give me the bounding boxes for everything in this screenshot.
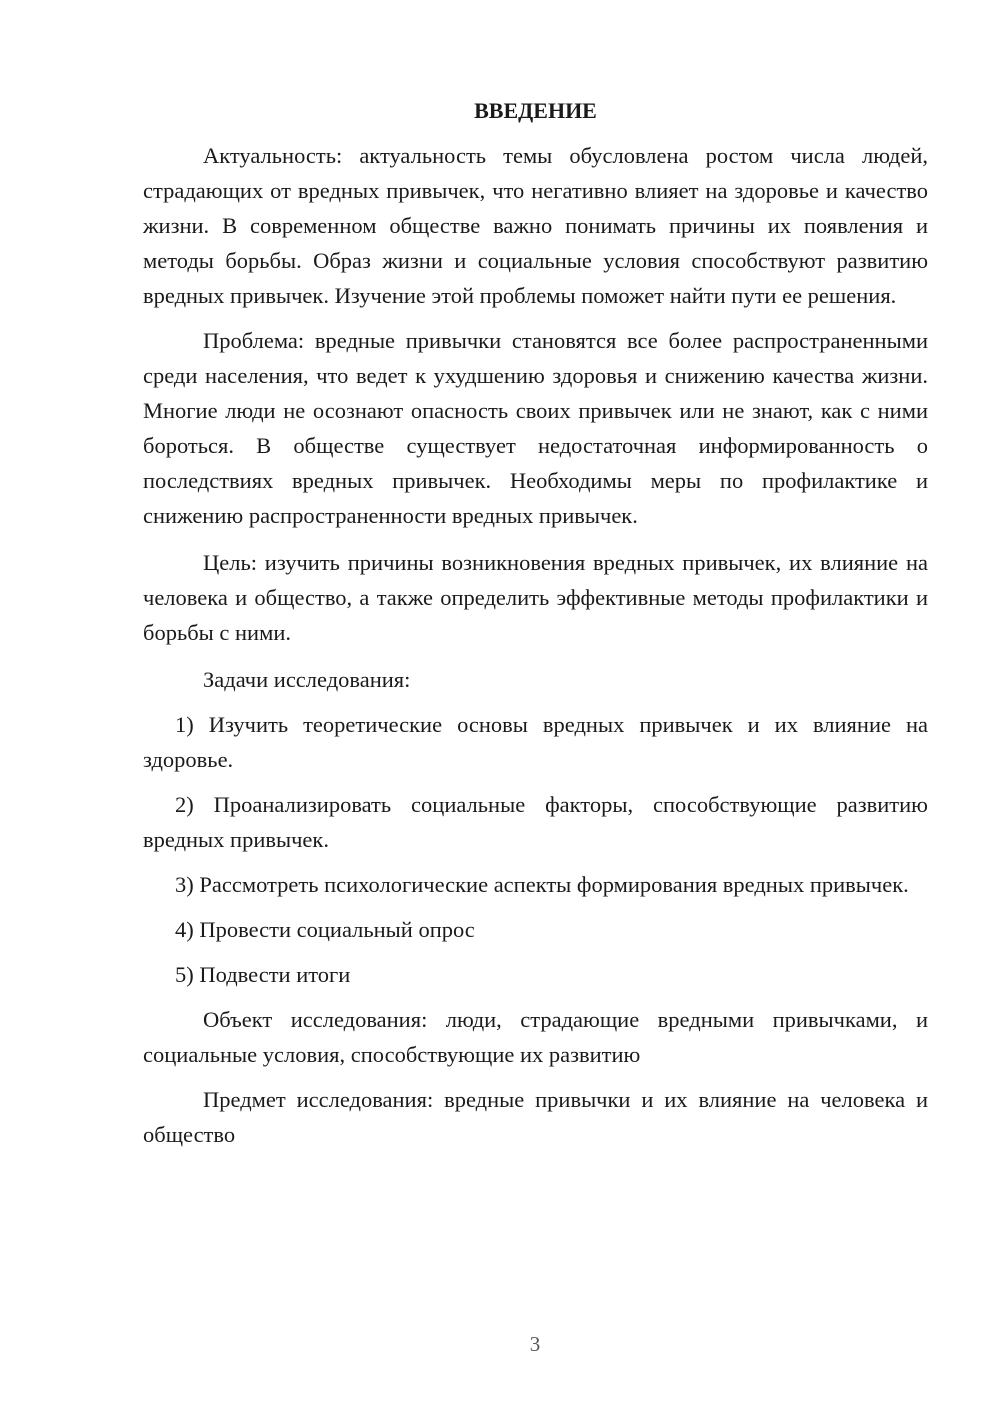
task-item-5: 5) Подвести итоги bbox=[175, 962, 351, 987]
goal-paragraph: Цель: изучить причины возникновения вредных привычек, их влияние на человека и общество, а также определить эффективные методы профилактики и борьбы с ними. bbox=[143, 550, 928, 645]
relevance-paragraph: Актуальность: актуальность темы обусловлена ростом числа людей, страдающих от вредных привычек, что негативно влияет на здоровье и качество жизни. В современном обществе важно понимать причины их появления и методы борьбы. Образ жизни и социальные условия способствуют развитию вредных привычек. Изучение этой проблемы поможет найти пути ее решения. bbox=[143, 143, 928, 308]
subject-paragraph: Предмет исследования: вредные привычки и их влияние на человека и общество bbox=[143, 1087, 928, 1147]
problem-paragraph: Проблема: вредные привычки становятся все более распространенными среди населения, что ведет к ухудшению здоровья и снижению качества жизни. Многие люди не осознают опасность своих привычек или не знают, как с ними бороться. В обществе существует недостаточная информированность о последствиях вредных привычек. Необходимы меры по профилактике и снижению распространенности вредных привычек. bbox=[143, 328, 928, 528]
task-item-2: 2) Проанализировать социальные факторы, способствующие развитию вредных привычек. bbox=[143, 792, 928, 852]
task-item-4: 4) Провести социальный опрос bbox=[175, 917, 475, 942]
task-item-3: 3) Рассмотреть психологические аспекты формирования вредных привычек. bbox=[175, 872, 909, 897]
page-number: 3 bbox=[529, 1332, 541, 1356]
tasks-heading: Задачи исследования: bbox=[203, 667, 411, 692]
page-title: ВВЕДЕНИЕ bbox=[474, 98, 597, 123]
object-paragraph: Объект исследования: люди, страдающие вредными привычками, и социальные условия, способствующие их развитию bbox=[143, 1007, 928, 1067]
task-item-1: 1) Изучить теоретические основы вредных привычек и их влияние на здоровье. bbox=[143, 712, 928, 772]
page-content bbox=[143, 96, 928, 1162]
